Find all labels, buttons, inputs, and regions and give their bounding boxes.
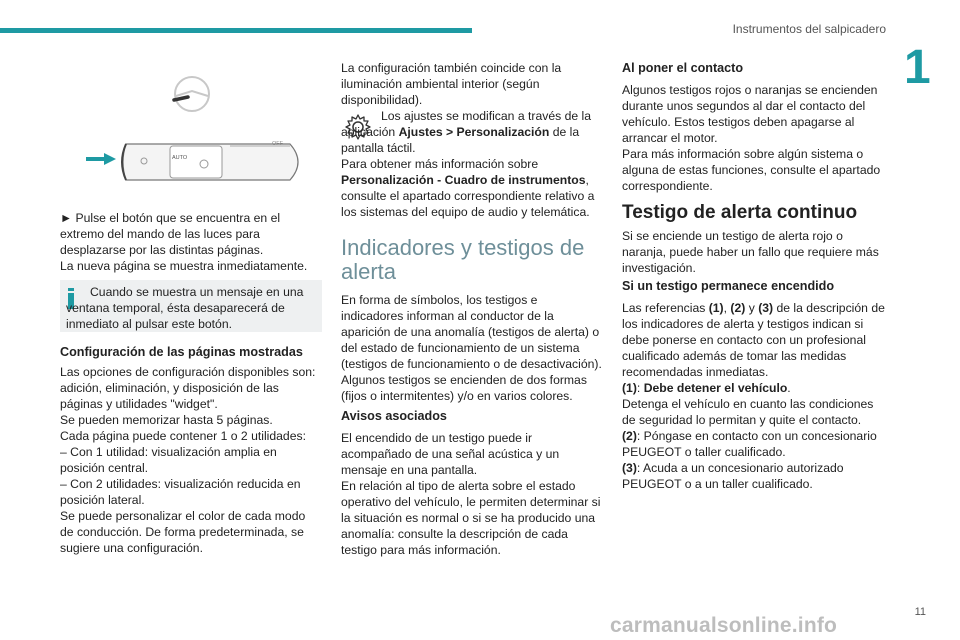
settings-text: Los ajustes se modifican a través de la aplicación Ajustes > Personalización de la pantalla táctil.: [341, 109, 592, 155]
page-number: 11: [914, 606, 926, 618]
body-text: Para más información sobre algún sistema o alguna de estas funciones, consulte el apartado correspondiente.: [622, 147, 881, 193]
list-item: (2): Póngase en contacto con un concesionario PEUGEOT o taller cualificado.: [622, 429, 877, 459]
arrow-icon: [86, 153, 116, 165]
chapter-number: 1: [904, 41, 931, 94]
config-line: Cada página puede contener 1 o 2 utilidades:: [60, 429, 306, 443]
off-label: OFF: [272, 141, 283, 147]
more-info-text: Para obtener más información sobre Personalización - Cuadro de instrumentos, consulte el apartado correspondiente relativo a los sistemas del equipo de audio y telemática.: [341, 157, 595, 219]
watermark: carmanualsonline.info: [610, 614, 838, 637]
body-text: Algunos testigos rojos o naranjas se encienden durante unos segundos al dar el contacto del vehículo. Estos testigos deben apagarse al arrancar el motor.: [622, 83, 878, 145]
auto-label: AUTO: [172, 155, 188, 161]
list-item-detail: Detenga el vehículo en cuanto las condiciones de seguridad lo permitan y quite el contacto.: [622, 397, 874, 427]
stalk-icon: [122, 141, 298, 180]
section-title: Testigo de alerta continuo: [622, 202, 858, 223]
body-text: La configuración también coincide con la iluminación ambiental interior (según disponibilidad).: [341, 61, 562, 107]
config-line: Las opciones de configuración disponibles son: adición, eliminación, y disposición de las páginas y utilidades "widget".: [60, 365, 316, 411]
body-text: La nueva página se muestra inmediatamente.: [60, 259, 308, 273]
section-text: En forma de símbolos, los testigos e indicadores informan al conductor de la aparición de una anomalía (testigos de alerta) o del estado de funcionamiento de un sistema (testigos de funcionamiento o de desactivación). Algunos testigos se encienden de dos formas (fijos o intermitentes) y/o en varios colores.: [341, 293, 602, 403]
body-text: Si se enciende un testigo de alerta rojo o naranja, puede haber un fallo que requiere más investigación.: [622, 229, 879, 275]
list-item: (1): Debe detener el vehículo.: [622, 381, 791, 395]
body-text: El encendido de un testigo puede ir acompañado de una señal acústica y un mensaje en una pantalla.: [341, 431, 560, 477]
list-item: (3): Acuda a un concesionario autorizado PEUGEOT o a un taller cualificado.: [622, 461, 844, 491]
section-heading: Configuración de las páginas mostradas: [60, 345, 303, 359]
config-text: [60, 364, 322, 556]
sub-heading: Avisos asociados: [341, 409, 447, 423]
config-line: – Con 1 utilidad: visualización amplia en posición central.: [60, 445, 277, 475]
config-line: – Con 2 utilidades: visualización reducida en posición lateral.: [60, 477, 301, 507]
sub-heading: Si un testigo permanece encendido: [622, 279, 835, 293]
sub-heading: Al poner el contacto: [622, 61, 744, 75]
info-note: [60, 280, 322, 332]
references-text: Las referencias (1), (2) y (3) de la descripción de los indicadores de alerta y testigos indican si debe ponerse en contacto con un profesional cualificado además de tomar las medidas recomendadas inmediatas.: [622, 301, 885, 379]
steering-wheel-icon: [174, 77, 209, 111]
section-title: Indicadores y testigos de alerta: [341, 235, 585, 284]
page-header-title: Instrumentos del salpicadero: [732, 22, 886, 36]
light-stalk-illustration: [60, 74, 322, 204]
config-line: Se puede personalizar el color de cada modo de conducción. De forma predeterminada, se sugiere una configuración.: [60, 509, 306, 555]
instruction-text: ► Pulse el botón que se encuentra en el extremo del mando de las luces para desplazarse por las distintas páginas.: [60, 211, 281, 257]
header-accent-bar: [0, 28, 472, 33]
body-text: En relación al tipo de alerta sobre el estado operativo del vehículo, le permiten determinar si la situación es normal o si se ha producido una anomalía: consulte la descripción de cada testigo para más información.: [341, 479, 601, 557]
config-line: Se pueden memorizar hasta 5 páginas.: [60, 413, 273, 427]
note-text: Cuando se muestra un mensaje en una ventana temporal, ésta desaparecerá de inmediato al pulsar este botón.: [66, 285, 304, 331]
